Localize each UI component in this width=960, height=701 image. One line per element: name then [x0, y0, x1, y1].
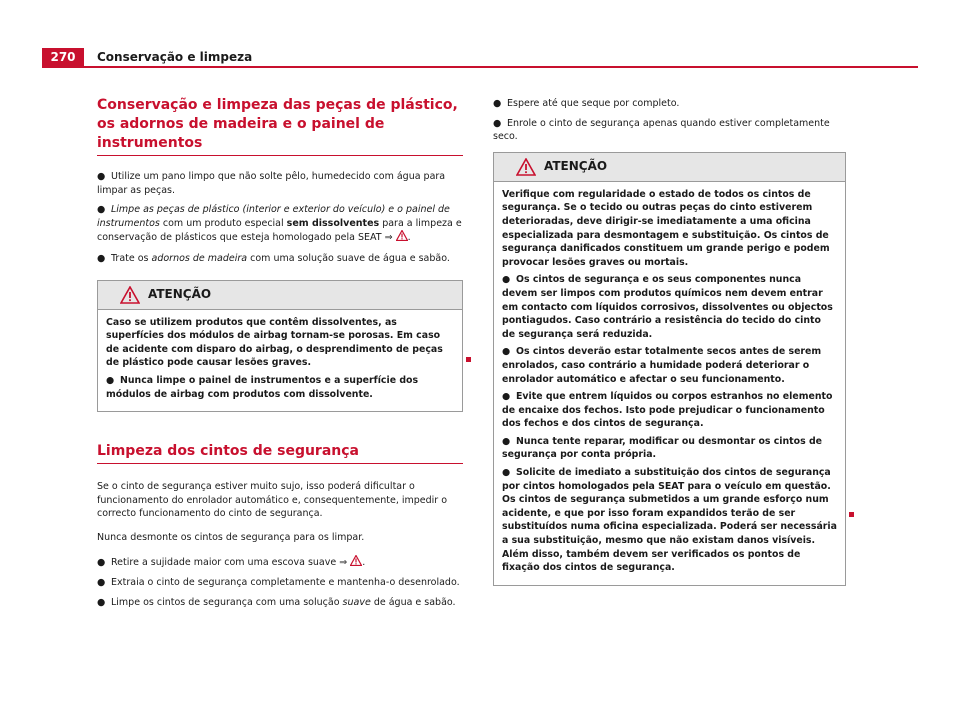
- warning-triangle-icon[interactable]: [350, 555, 362, 571]
- bullet-text-italic: suave: [342, 596, 371, 608]
- warning-text: [502, 345, 837, 386]
- warning-triangle-icon: [120, 286, 140, 304]
- bullet-text-bold: sem dissolventes: [286, 217, 380, 229]
- warning-bullet-text: Evite que entrem líquidos ou corpos estranhos no elemento de encaixe dos fechos. Isto pode prejudicar o funcionamento dos fechos e dos cintos de segurança.: [502, 391, 833, 430]
- warning-bullet-text: Os cintos deverão estar totalmente secos antes de serem enrolados, caso contrário a humidade poderá deteriorar o enrolador automático e afectar o seu funcionamento.: [502, 346, 822, 385]
- warning-bullet-text: Nunca limpe o painel de instrumentos e a superfície dos módulos de airbag com produtos com dissolvente.: [106, 374, 419, 400]
- bullet-text: Retire a sujidade maior com uma escova suave ⇒: [111, 556, 351, 568]
- paragraph: Se o cinto de segurança estiver muito sujo, isso poderá dificultar o funcionamento do enrolador automático e, consequentemente, impedir o correcto funcionamento do cinto de segurança.: [97, 481, 448, 520]
- warning-box: [97, 280, 463, 413]
- bullet-icon: ●: [502, 274, 511, 286]
- end-mark-icon: [466, 357, 471, 362]
- list-item: [97, 170, 463, 197]
- warning-text: [502, 466, 837, 575]
- bullet-text-italic: Limpe as peças de plástico (interior e exterior do veículo) e o painel de instrumentos: [97, 204, 450, 229]
- bullet-text: Trate os: [111, 252, 152, 264]
- bullet-icon: ●: [493, 98, 502, 109]
- header-rule: [42, 66, 918, 68]
- left-column: [97, 96, 463, 615]
- right-column: [493, 97, 846, 586]
- bullet-icon: ●: [97, 252, 106, 264]
- warning-label: ATENÇÃO: [544, 158, 608, 173]
- warning-box-header: [494, 153, 845, 182]
- header-title: Conservação e limpeza: [97, 50, 253, 64]
- warning-text: [106, 374, 454, 401]
- bullet-text: Extraia o cinto de segurança completamente e mantenha-o desenrolado.: [111, 577, 460, 589]
- bullet-icon: ●: [97, 556, 106, 568]
- bullet-text: Utilize um pano limpo que não solte pêlo, humedecido com água para limpar as peças.: [97, 171, 446, 196]
- end-mark-icon: [849, 512, 854, 517]
- bullet-text-italic: adornos de madeira: [151, 252, 248, 264]
- section-heading-plastic: Conservação e limpeza das peças de plástico, os adornos de madeira e o painel de instrumentos: [97, 96, 463, 156]
- bullet-text: Espere até que seque por completo.: [507, 98, 680, 109]
- list-item: [493, 117, 846, 144]
- bullet-icon: ●: [502, 467, 511, 479]
- warning-box-body: [494, 182, 845, 585]
- warning-label: ATENÇÃO: [148, 286, 212, 301]
- warning-text: [502, 435, 837, 462]
- warning-box-body: [98, 310, 462, 412]
- warning-bullet-text: Solicite de imediato a substituição dos cintos de segurança por cintos homologados pela SEAT para o veículo em questão. Os cintos de segurança submetidos a um grande esforço num acidente, e que por isso foram expandidos terão de ser substituídos numa oficina especializada. Poderá ser necessária a sua substituição, mesmo que não existam danos visíveis. Além disso, também devem ser verificados os pontos de fixação dos cintos de segurança.: [502, 467, 837, 574]
- list-item: [97, 555, 463, 571]
- list-item: [97, 203, 463, 246]
- bullet-icon: ●: [502, 391, 511, 403]
- warning-text: [502, 273, 837, 341]
- bullet-icon: ●: [106, 374, 115, 386]
- warning-triangle-icon: [516, 158, 536, 176]
- page-number: 270: [42, 48, 84, 66]
- warning-box-header: [98, 281, 462, 310]
- bullet-icon: ●: [97, 204, 106, 216]
- list-item: [97, 252, 463, 266]
- bullet-text: para a limpeza e conservação de plásticos que esteja homologado pela SEAT ⇒: [97, 217, 462, 244]
- bullet-text: com um produto especial: [159, 217, 287, 229]
- bullet-icon: ●: [493, 117, 502, 129]
- period: .: [407, 232, 411, 244]
- warning-box: [493, 152, 846, 586]
- bullet-icon: ●: [502, 346, 511, 358]
- period: .: [362, 556, 366, 568]
- bullet-icon: ●: [97, 577, 106, 589]
- warning-text: Caso se utilizem produtos que contêm dissolventes, as superfícies dos módulos de airbag tornam-se porosas. Em caso de acidente com disparo do airbag, o desprendimento de peças de plástico pode causar lesões graves.: [106, 316, 443, 369]
- bullet-icon: ●: [97, 171, 106, 182]
- bullet-icon: ●: [502, 435, 511, 447]
- warning-bullet-text: Nunca tente reparar, modificar ou desmontar os cintos de segurança por conta própria.: [502, 435, 823, 461]
- bullet-icon: ●: [97, 596, 106, 608]
- bullet-text: Enrole o cinto de segurança apenas quando estiver completamente seco.: [493, 117, 830, 143]
- section-heading-belts: Limpeza dos cintos de segurança: [97, 442, 463, 464]
- warning-triangle-icon[interactable]: [396, 230, 408, 246]
- list-item: [97, 596, 463, 610]
- warning-bullet-text: Os cintos de segurança e os seus componentes nunca devem ser limpos com produtos químicos nem devem entrar em contacto com líquidos corrosivos, dissolventes ou objectos pontiagudos. Caso contrário a resistência do tecido do cinto de segurança será reduzida.: [502, 274, 833, 340]
- bullet-text: de água e sabão.: [370, 596, 456, 608]
- bullet-text: Limpe os cintos de segurança com uma solução: [111, 596, 343, 608]
- warning-text: Verifique com regularidade o estado de todos os cintos de segurança. Se o tecido ou outras peças do cinto estiverem deterioradas, deve dirigir-se imediatamente a uma oficina especializada para desmontagem e substituição. Os cintos de segurança danificados constituem um grande perigo e podem provocar lesões graves ou mortais.: [502, 188, 830, 268]
- warning-text: [502, 390, 837, 431]
- paragraph: Nunca desmonte os cintos de segurança para os limpar.: [97, 531, 365, 543]
- bullet-text: com uma solução suave de água e sabão.: [247, 252, 450, 264]
- list-item: [97, 576, 463, 590]
- list-item: [493, 97, 846, 111]
